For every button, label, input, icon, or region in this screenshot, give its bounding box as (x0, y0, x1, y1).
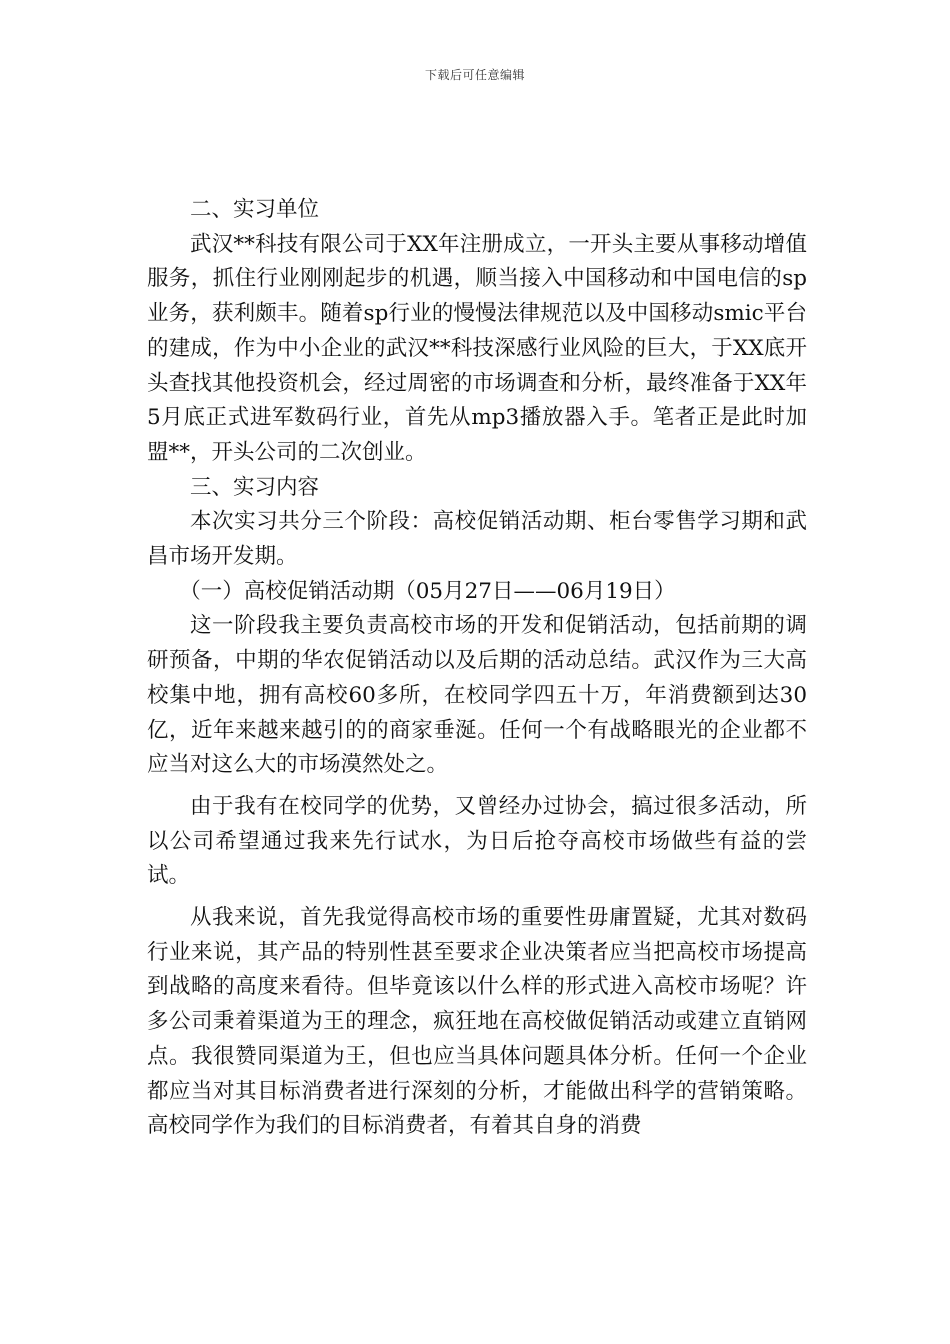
paragraph-company-intro: 武汉**科技有限公司于XX年注册成立，一开头主要从事移动增值服务，抓住行业刚刚起步的机遇，顺当接入中国移动和中国电信的sp业务，获利颇丰。随着sp行业的慢慢法律规范以及中国移动smic平台的建成，作为中小企业的武汉**科技深感行业风险的巨大，于XX底开头查找其他投资机会，经过周密的市场调查和分析，最终准备于XX年5月底正式进军数码行业，首先从mp3播放器入手。笔者正是此时加盟**，开头公司的二次创业。 (147, 231, 807, 465)
page-header-note: 下载后可任意编辑 (424, 68, 525, 82)
subheading-campus-promotion: （一）高校促销活动期（05月27日——06月19日） (179, 578, 676, 604)
section-heading-internship-unit: 二、实习单位 (190, 197, 320, 222)
paragraph-market-strategy: 从我来说，首先我觉得高校市场的重要性毋庸置疑，尤其对数码行业来说，其产品的特别性甚至要求企业决策者应当把高校市场提高到战略的高度来看待。但毕竟该以什么样的形式进入高校市场呢？许多公司秉着渠道为王的理念，疯狂地在高校做促销活动或建立直销网点。我很赞同渠道为王，但也应当具体问题具体分析。任何一个企业都应当对其目标消费者进行深刻的分析，才能做出科学的营销策略。高校同学作为我们的目标消费者，有着其自身的消费 (147, 905, 807, 1139)
document-body (147, 193, 807, 1144)
paragraph-student-advantage: 由于我有在校同学的优势，又曾经办过协会，搞过很多活动，所以公司希望通过我来先行试水，为日后抢夺高校市场做些有益的尝试。 (147, 793, 807, 889)
section-heading-internship-content: 三、实习内容 (190, 474, 320, 500)
paragraph-stages-overview: 本次实习共分三个阶段：高校促销活动期、柜台零售学习期和武昌市场开发期。 (147, 509, 807, 570)
paragraph-campus-market: 这一阶段我主要负责高校市场的开发和促销活动，包括前期的调研预备，中期的华农促销活动以及后期的活动总结。武汉作为三大高校集中地，拥有高校60多所，在校同学四五十万，年消费额到达30亿，近年来越来越引的的商家垂涎。任何一个有战略眼光的企业都不应当对这么大的市场漠然处之。 (147, 613, 807, 778)
